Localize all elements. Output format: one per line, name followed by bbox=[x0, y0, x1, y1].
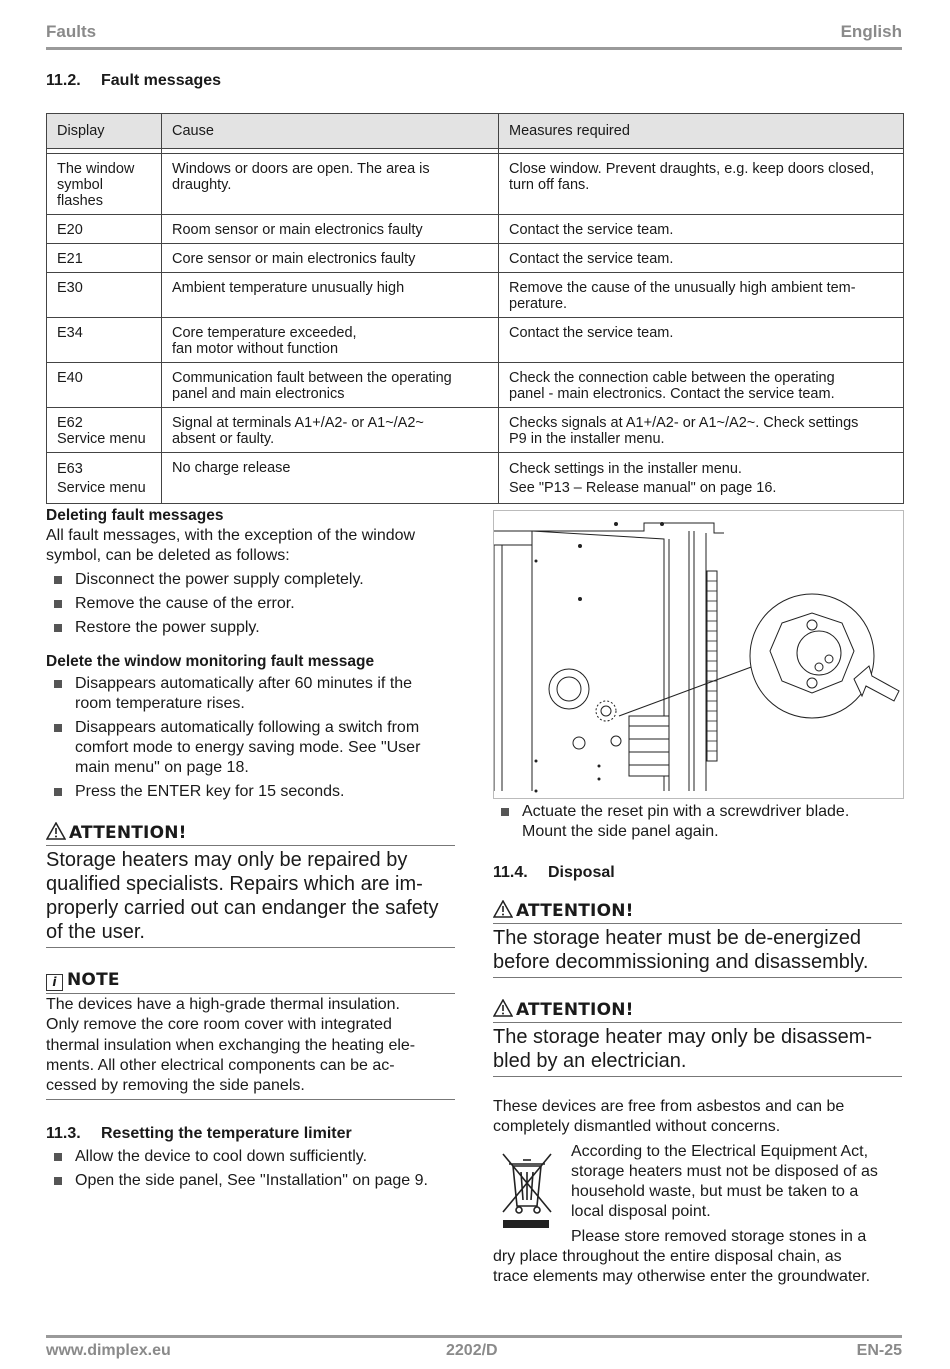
storage-stones-text: Please store removed storage stones in a bbox=[571, 1228, 867, 1245]
list-item-text: Allow the device to cool down sufficiently. bbox=[75, 1148, 368, 1165]
section-number: 11.2. bbox=[46, 72, 81, 89]
list-item-text: Disconnect the power supply completely. bbox=[75, 571, 364, 588]
attention-text: The storage heater must be de-energized before decommissioning and disassembly. bbox=[493, 927, 869, 973]
footer-website: www.dimplex.eu bbox=[46, 1342, 171, 1359]
bullet-icon bbox=[501, 808, 509, 816]
disposal-intro: These devices are free from asbestos and can be completely dismantled without concerns. bbox=[493, 1098, 845, 1135]
table-row bbox=[47, 318, 904, 363]
reset-pin-instruction bbox=[493, 802, 902, 842]
section-heading-11-3 bbox=[46, 1124, 466, 1144]
cell-measures: Check the connection cable between the operating panel - main electronics. Contact the service team. bbox=[499, 363, 904, 408]
attention-text: The storage heater may only be disassem- bled by an electrician. bbox=[493, 1026, 873, 1072]
table-row bbox=[47, 215, 904, 244]
list-item bbox=[46, 782, 466, 802]
list-item-text: Restore the power supply. bbox=[75, 619, 260, 636]
bullet-icon bbox=[54, 600, 62, 608]
cell-cause: Signal at terminals A1+/A2- or A1~/A2~ absent or faulty. bbox=[162, 408, 499, 453]
attention-box-electrician bbox=[493, 999, 902, 1077]
attention-box-de-energize bbox=[493, 900, 902, 978]
cell-cause: Ambient temperature unusually high bbox=[162, 273, 499, 318]
list-item-text: Press the ENTER key for 15 seconds. bbox=[75, 783, 345, 800]
list-item-text: Actuate the reset pin with a screwdriver blade. Mount the side panel again. bbox=[522, 803, 850, 840]
list-item bbox=[493, 802, 902, 842]
weee-crossed-bin-icon bbox=[497, 1148, 555, 1230]
temperature-limiter-figure bbox=[493, 510, 904, 799]
cell-display: E40 bbox=[47, 363, 162, 408]
bullet-icon bbox=[54, 1153, 62, 1161]
section-number: 11.3. bbox=[46, 1125, 81, 1142]
section-heading-11-2 bbox=[46, 72, 221, 90]
table-row bbox=[47, 273, 904, 318]
section-title: Fault messages bbox=[101, 72, 222, 89]
column-header-display: Display bbox=[47, 114, 162, 149]
footer-rule bbox=[46, 1335, 902, 1338]
cell-measures: Close window. Prevent draughts, e.g. keep doors closed, turn off fans. bbox=[499, 154, 904, 215]
footer-page-number: EN-25 bbox=[856, 1342, 902, 1359]
attention-label: ATTENTION! bbox=[516, 1000, 634, 1020]
table-row bbox=[47, 453, 904, 504]
bullet-icon bbox=[54, 576, 62, 584]
bullet-icon bbox=[54, 624, 62, 632]
cell-display: E20 bbox=[47, 215, 162, 244]
heater-reset-pin-illustration bbox=[494, 511, 903, 798]
table-row bbox=[47, 363, 904, 408]
list-item-text: Open the side panel, See "Installation" on page 9. bbox=[75, 1172, 428, 1189]
attention-heading bbox=[493, 900, 902, 921]
column-header-measures: Measures required bbox=[499, 114, 904, 149]
fault-messages-table bbox=[46, 113, 904, 504]
warning-triangle-icon bbox=[493, 999, 513, 1017]
cell-measures: Contact the service team. bbox=[499, 215, 904, 244]
list-item bbox=[46, 1171, 466, 1191]
cell-cause: Core temperature exceeded, fan motor without function bbox=[162, 318, 499, 363]
list-item bbox=[46, 674, 466, 714]
bullet-icon bbox=[54, 1177, 62, 1185]
section-title: Resetting the temperature limiter bbox=[101, 1125, 352, 1142]
cell-measures: Remove the cause of the unusually high ambient tem- perature. bbox=[499, 273, 904, 318]
cell-measures: Contact the service team. bbox=[499, 244, 904, 273]
list-item bbox=[46, 718, 466, 778]
cell-measures: Check settings in the installer menu. See "P13 – Release manual" on page 16. bbox=[499, 453, 904, 504]
bullet-icon bbox=[54, 680, 62, 688]
table-row bbox=[47, 154, 904, 215]
cell-display: E30 bbox=[47, 273, 162, 318]
attention-heading bbox=[46, 822, 455, 843]
cell-display: E63 Service menu bbox=[47, 453, 162, 504]
cell-display: E21 bbox=[47, 244, 162, 273]
section-number: 11.4. bbox=[493, 864, 528, 881]
page-header bbox=[46, 22, 902, 44]
list-item bbox=[46, 618, 466, 638]
info-icon: i bbox=[46, 974, 63, 991]
cell-display: E34 bbox=[47, 318, 162, 363]
note-text: The devices have a high-grade thermal insulation. Only remove the core room cover with integrated thermal insulation when exchanging the heating ele- ments. All other electrical components can be ac- cessed by removing the side panels. bbox=[46, 996, 416, 1095]
note-label: NOTE bbox=[67, 970, 120, 990]
window-monitoring-section bbox=[46, 652, 466, 802]
bullet-icon bbox=[54, 724, 62, 732]
attention-box-repairs bbox=[46, 822, 455, 948]
deleting-fault-messages bbox=[46, 506, 466, 638]
warning-triangle-icon bbox=[493, 900, 513, 918]
cell-cause: Core sensor or main electronics faulty bbox=[162, 244, 499, 273]
attention-heading bbox=[493, 999, 902, 1020]
cell-cause: Communication fault between the operating panel and main electronics bbox=[162, 363, 499, 408]
section-title: Disposal bbox=[548, 864, 615, 881]
table-header-row bbox=[47, 114, 904, 149]
cell-measures: Checks signals at A1+/A2- or A1~/A2~. Check settings P9 in the installer menu. bbox=[499, 408, 904, 453]
cell-measures: Contact the service team. bbox=[499, 318, 904, 363]
attention-label: ATTENTION! bbox=[516, 901, 634, 921]
header-section-label: Faults bbox=[46, 22, 97, 41]
list-item-text: Disappears automatically following a switch from comfort mode to energy saving mode. See "User main menu" on page 18. bbox=[75, 719, 421, 776]
table-row bbox=[47, 244, 904, 273]
deleting-intro: All fault messages, with the exception of the window symbol, can be deleted as follows: bbox=[46, 527, 416, 564]
subheading-deleting: Deleting fault messages bbox=[46, 507, 224, 524]
section-11-3 bbox=[46, 1124, 466, 1191]
subheading-window-monitoring: Delete the window monitoring fault message bbox=[46, 653, 375, 670]
list-item bbox=[46, 1147, 466, 1167]
cell-display: The window symbol flashes bbox=[47, 154, 162, 215]
cell-display: E62 Service menu bbox=[47, 408, 162, 453]
column-header-cause: Cause bbox=[162, 114, 499, 149]
list-item bbox=[46, 570, 466, 590]
storage-stones-text-continued: dry place throughout the entire disposal chain, as trace elements may otherwise enter the groundwater. bbox=[493, 1248, 871, 1285]
note-heading bbox=[46, 970, 455, 991]
header-rule bbox=[46, 47, 902, 50]
cell-cause: Windows or doors are open. The area is draughty. bbox=[162, 154, 499, 215]
header-language-label: English bbox=[840, 22, 902, 41]
footer-doc-code: 2202/D bbox=[446, 1342, 498, 1359]
list-item-text: Disappears automatically after 60 minutes if the room temperature rises. bbox=[75, 675, 413, 712]
attention-label: ATTENTION! bbox=[69, 823, 187, 843]
list-item bbox=[46, 594, 466, 614]
warning-triangle-icon bbox=[46, 822, 66, 840]
bullet-icon bbox=[54, 788, 62, 796]
list-item-text: Remove the cause of the error. bbox=[75, 595, 295, 612]
table-row bbox=[47, 408, 904, 453]
weee-disposal-text: According to the Electrical Equipment Act, storage heaters must not be disposed of as household waste, but must be taken to a local disposal point. bbox=[571, 1143, 878, 1220]
attention-text: Storage heaters may only be repaired by qualified specialists. Repairs which are im- properly carried out can endanger the safety of the user. bbox=[46, 849, 439, 943]
cell-cause: No charge release bbox=[162, 453, 499, 504]
cell-cause: Room sensor or main electronics faulty bbox=[162, 215, 499, 244]
section-heading-11-4 bbox=[493, 864, 615, 882]
note-box bbox=[46, 970, 455, 1100]
